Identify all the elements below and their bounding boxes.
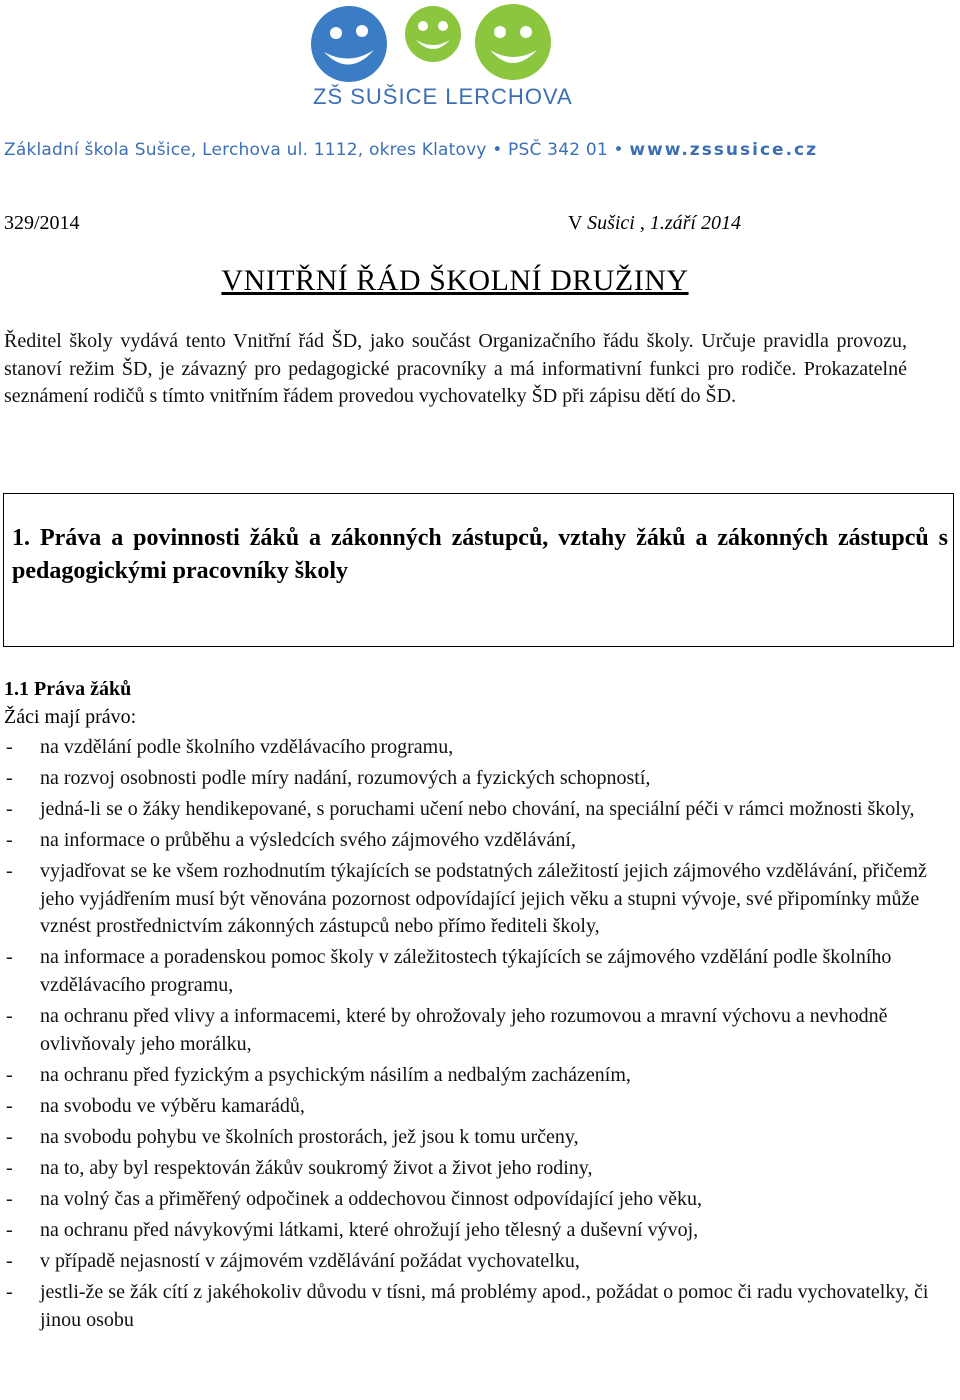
list-item: [0, 1279, 940, 1334]
list-item-text: vyjadřovat se ke všem rozhodnutím týkajících se podstatných záležitostí jejich zájmového vzdělávání, přičemž jeho vyjádřením musí být věnována pozornost odpovídající jejich věku a stupni vývoje, své připomínky může vznést prostřednictvím zákonných zástupců nebo přímo řediteli školy,: [40, 860, 927, 938]
list-dash: -: [6, 1125, 13, 1148]
list-item-text: na informace o průběhu a výsledcích svého zájmového vzdělávání,: [40, 829, 576, 852]
subsection-heading: 1.1 Práva žáků: [4, 678, 132, 700]
list-dash: -: [6, 829, 13, 852]
logo-text: ZŠ SUŠICE LERCHOVA: [313, 84, 573, 109]
list-item-text: jestli-že se žák cítí z jakéhokoliv důvodu v tísni, má problémy apod., požádat o pomoc či radu vychovatelky, či jinou osobu: [40, 1281, 929, 1331]
face-blue-icon: [311, 6, 387, 82]
smiley-faces-logo: [300, 0, 660, 84]
list-item: [0, 734, 940, 762]
list-item: [0, 827, 940, 855]
list-dash: -: [6, 946, 13, 969]
list-dash: -: [6, 1094, 13, 1117]
school-logo: [0, 0, 960, 110]
section-heading: 1. Práva a povinnosti žáků a zákonných zástupců, vztahy žáků a zákonných zástupců s pedagogickými pracovníky školy: [12, 525, 948, 584]
list-dash: -: [6, 860, 13, 883]
list-item: [0, 1248, 940, 1276]
list-dash: -: [6, 1063, 13, 1086]
list-item: [0, 858, 940, 941]
list-dash: -: [6, 1188, 13, 1211]
document-title: VNITŘNÍ ŘÁD ŠKOLNÍ DRUŽINY: [221, 264, 689, 297]
list-item: [0, 1003, 940, 1058]
face-green-large-icon: [475, 4, 551, 80]
list-item-text: v případě nejasností v zájmovém vzdělávání požádat vychovatelku,: [40, 1250, 580, 1273]
address-text: Základní škola Sušice, Lerchova ul. 1112, okres Klatovy • PSČ 342 01 •: [4, 140, 624, 160]
rights-intro: Žáci mají právo:: [4, 706, 137, 728]
list-item: [0, 796, 940, 824]
place-date-text: Sušici , 1.září 2014: [587, 212, 741, 234]
list-dash: -: [6, 767, 13, 790]
list-item: [0, 1062, 940, 1090]
place-date: [568, 212, 741, 235]
list-item-text: na ochranu před fyzickým a psychickým násilím a nedbalým zacházením,: [40, 1063, 631, 1086]
list-item: [0, 944, 940, 999]
list-item-text: na svobodu ve výběru kamarádů,: [40, 1094, 305, 1117]
list-item-text: na vzdělání podle školního vzdělávacího programu,: [40, 736, 454, 758]
list-item-text: na informace a poradenskou pomoc školy v záležitostech týkajících se zájmového vzdělání podle školního vzdělávacího programu,: [40, 946, 892, 996]
list-item: [0, 1155, 940, 1183]
list-item-text: na ochranu před vlivy a informacemi, které by ohrožovaly jeho rozumovou a mravní výchovu a nevhodně ovlivňovaly jeho morálku,: [40, 1005, 888, 1055]
list-dash: -: [6, 1250, 13, 1273]
place-prefix: V: [568, 212, 583, 234]
list-item-text: na ochranu před návykovými látkami, které ohrožují jeho tělesný a duševní vývoj,: [40, 1219, 699, 1242]
list-item-text: jedná-li se o žáky hendikepované, s poruchami učení nebo chování, na speciální péči v rámci možnosti školy,: [40, 798, 915, 821]
reference-number: 329/2014: [4, 212, 80, 234]
list-dash: -: [6, 1219, 13, 1242]
list-item-text: na volný čas a přiměřený odpočinek a oddechovou činnost odpovídající jeho věku,: [40, 1188, 703, 1211]
list-dash: -: [6, 798, 13, 821]
list-item: [0, 1186, 940, 1214]
website-link[interactable]: www.zssusice.cz: [629, 140, 819, 160]
list-item: [0, 1124, 940, 1152]
school-address: [4, 140, 954, 160]
intro-paragraph: Ředitel školy vydává tento Vnitřní řád ŠD, jako součást Organizačního řádu školy. Určuje pravidla provozu, stanoví režim ŠD, je závazný pro pedagogické pracovníky a má informativní funkci pro rodiče. Prokazatelné seznámení rodičů s tímto vnitřním řádem provedou vychovatelky ŠD při zápisu dětí do ŠD.: [4, 330, 907, 407]
list-item-text: na svobodu pohybu ve školních prostorách, jež jsou k tomu určeny,: [40, 1125, 579, 1148]
list-item: [0, 1217, 940, 1245]
face-green-icon: [405, 6, 461, 62]
list-item: [0, 765, 940, 793]
list-dash: -: [6, 736, 13, 758]
list-item: [0, 1093, 940, 1121]
section-heading-box: [3, 493, 954, 647]
list-dash: -: [6, 1156, 13, 1179]
list-item-text: na rozvoj osobnosti podle míry nadání, rozumových a fyzických schopností,: [40, 767, 651, 790]
list-dash: -: [6, 1005, 13, 1028]
list-dash: -: [6, 1281, 13, 1304]
list-item-text: na to, aby byl respektován žákův soukromý život a život jeho rodiny,: [40, 1156, 593, 1179]
rights-list: [0, 734, 940, 1338]
